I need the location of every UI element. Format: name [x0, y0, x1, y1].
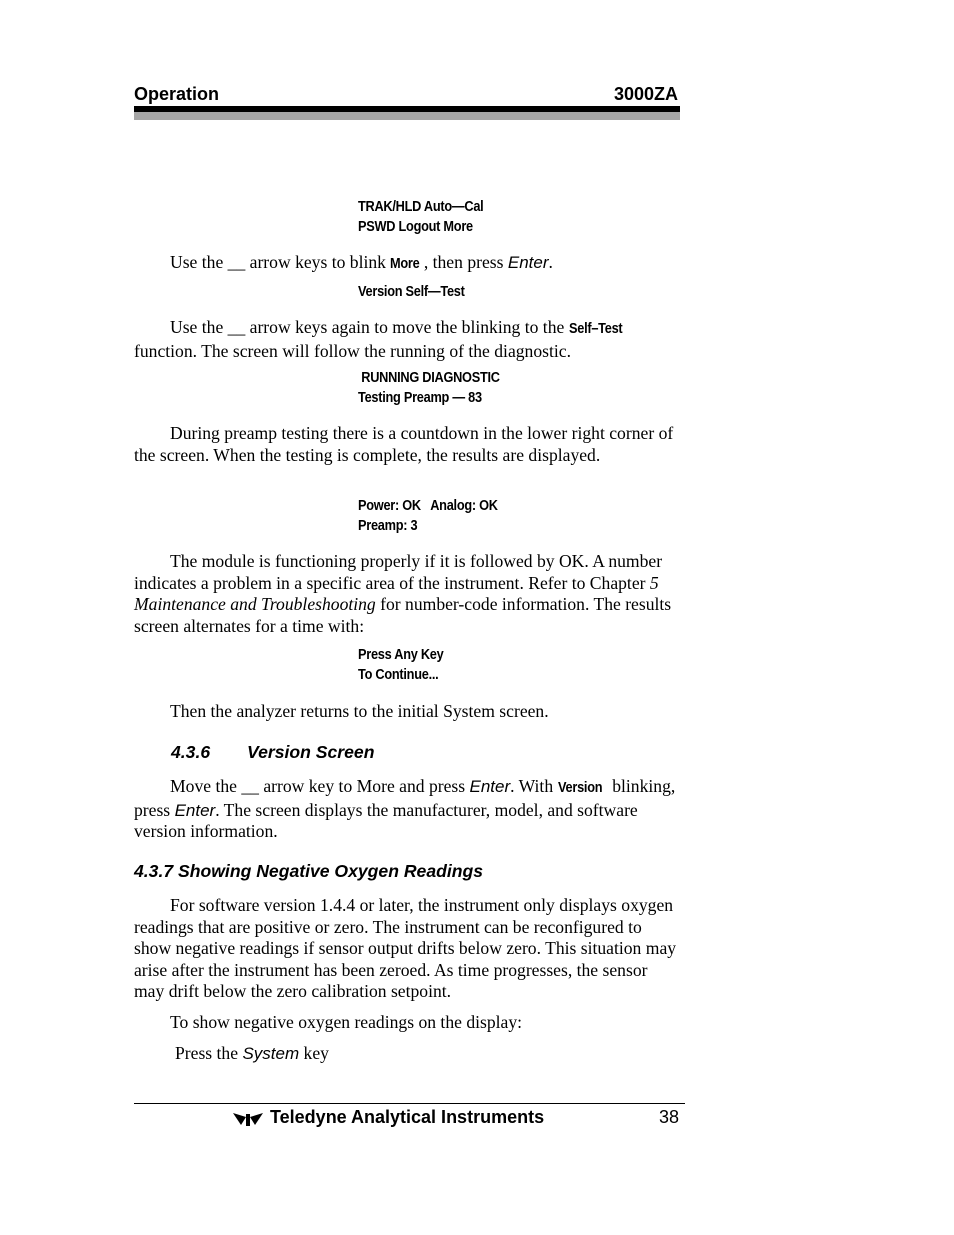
paragraph-blink-more: Use the __ arrow keys to blink More , then press Enter. — [134, 252, 682, 276]
paragraph-returns-system: Then the analyzer returns to the initial System screen. — [170, 701, 549, 721]
key-enter: Enter — [507, 253, 549, 272]
screen-line: Version Self—Test — [358, 284, 465, 300]
screen-line: PSWD Logout More — [358, 219, 473, 235]
display-screen-running-diagnostic — [358, 368, 500, 408]
teledyne-logo-icon — [232, 1111, 264, 1127]
display-screen-press-any-key — [358, 645, 443, 685]
header-section-title: Operation — [134, 84, 220, 104]
screen-line: TRAK/HLD Auto—Cal — [358, 199, 484, 215]
screen-line: RUNNING DIAGNOSTIC — [358, 370, 500, 386]
screen-line: To Continue... — [358, 667, 439, 683]
paragraph-preamp-testing: During preamp testing there is a countdown in the lower right corner of the screen. When the testing is complete, the results are displayed. — [134, 423, 674, 465]
paragraph-show-negative: To show negative oxygen readings on the display: — [170, 1012, 523, 1032]
chapter-reference: 5 Maintenance and Troubleshooting — [134, 572, 659, 615]
paragraph-software-version: For software version 1.4.4 or later, the instrument only displays oxygen readings that are positive or zero. The instrument can be reconfigured to show negative readings if sensor output drifts below zero. This situation may arise after the instrument has been zeroed. As time progresses, the sensor may drift below the zero calibration setpoint. — [134, 895, 677, 1002]
section-title-negative-oxygen: 4.3.7 Showing Negative Oxygen Readings — [134, 861, 484, 881]
section-number-4-3-6: 4.3.6 — [171, 742, 211, 762]
screen-line: Testing Preamp — 83 — [358, 390, 482, 406]
section-title-version-screen: Version Screen — [247, 742, 375, 762]
header-model: 3000ZA — [614, 84, 679, 104]
key-more: More — [390, 256, 420, 272]
screen-line: Power: OK Analog: OK — [358, 498, 498, 514]
key-system: System — [242, 1044, 300, 1063]
display-screen-main-menu — [358, 197, 483, 237]
footer-company: Teledyne Analytical Instruments — [270, 1107, 545, 1127]
screen-line: Preamp: 3 — [358, 518, 418, 534]
step-press-system: Press the System key — [175, 1043, 329, 1063]
paragraph-version-screen: Move the __ arrow key to More and press Enter. With Version blinking, press Enter. The screen displays the manufacturer, model, and software version information. — [134, 776, 676, 842]
key-version: Version — [557, 780, 602, 796]
paragraph-self-test: Use the __ arrow keys again to move the blinking to the Self–Test function. The screen will follow the running of the diagnostic. — [134, 317, 623, 361]
paragraph-module-functioning: The module is functioning properly if it is followed by OK. A number indicates a problem in a specific area of the instrument. Refer to Chapter 5 Maintenance and Troubleshooting for number-code information. The results screen alternates for a time with: — [134, 551, 672, 636]
key-enter: Enter — [469, 777, 511, 796]
header-rule-gray — [134, 112, 680, 120]
display-screen-results — [358, 496, 498, 536]
page-number: 38 — [659, 1107, 680, 1127]
footer-rule — [134, 1103, 685, 1104]
screen-line: Press Any Key — [358, 647, 444, 663]
key-enter: Enter — [174, 800, 216, 820]
display-screen-version-selftest — [358, 282, 465, 302]
key-self-test: Self–Test — [568, 321, 623, 337]
